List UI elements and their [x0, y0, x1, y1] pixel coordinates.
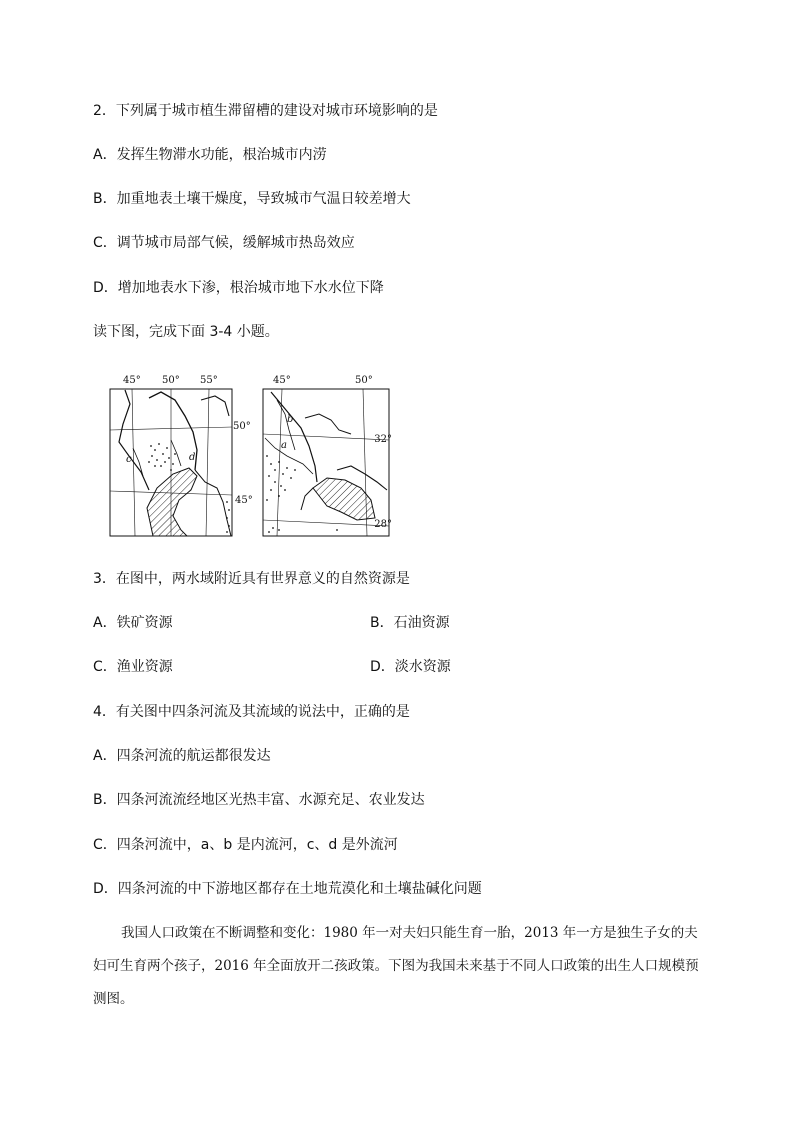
left-lon-2: 50°	[162, 375, 180, 386]
q4-option-c: C．四条河流中，a、b 是内流河，c、d 是外流河	[93, 837, 398, 853]
q3-option-b: B．石油资源	[370, 615, 450, 631]
q3-option-a: A．铁矿资源	[93, 615, 173, 631]
left-lon-3: 55°	[200, 375, 218, 386]
q3-option-d: D．淡水资源	[370, 659, 451, 675]
left-letter-d: d	[189, 452, 196, 463]
map-instruction: 读下图，完成下面 3-4 小题。	[93, 324, 279, 340]
q2-option-a: A．发挥生物滞水功能，根治城市内涝	[93, 147, 327, 163]
q2-option-b: B．加重地表土壤干燥度，导致城市气温日较差增大	[93, 191, 411, 207]
q3-stem: 3．在图中，两水域附近具有世界意义的自然资源是	[93, 571, 410, 587]
left-lat-1: 50°	[233, 421, 251, 432]
map-left	[110, 375, 253, 536]
q2-stem: 2．下列属于城市植生滞留槽的建设对城市环境影响的是	[93, 103, 438, 119]
q3-option-c: C．渔业资源	[93, 659, 173, 675]
q4-option-a: A．四条河流的航运都很发达	[93, 748, 271, 764]
q2-option-c: C．调节城市局部气候，缓解城市热岛效应	[93, 235, 355, 251]
left-lon-1: 45°	[123, 375, 141, 386]
q4-stem: 4．有关图中四条河流及其流域的说法中，正确的是	[93, 704, 410, 720]
right-lat-1: 32°	[374, 434, 392, 445]
q4-option-b: B．四条河流流经地区光热丰富、水源充足、农业发达	[93, 792, 425, 808]
q2-option-d: D．增加地表水下渗，根治城市地下水水位下降	[93, 280, 384, 296]
right-letter-b: b	[287, 414, 294, 425]
left-letter-c: c	[126, 454, 132, 465]
map-figure	[105, 370, 395, 540]
right-lon-1: 45°	[273, 375, 291, 386]
right-lat-2: 28°	[374, 519, 392, 530]
right-lon-2: 50°	[355, 375, 373, 386]
left-lat-2: 45°	[235, 495, 253, 506]
right-letter-a: a	[281, 440, 287, 451]
map-right	[263, 375, 392, 536]
population-policy-passage: 我国人口政策在不断调整和变化：1980 年一对夫妇只能生育一胎，2013 年一方是独生子女的夫妇可生育两个孩子，2016 年全面放开二孩政策。下图为我国未来基于不同人口政策的出生人口规模预测图。	[93, 925, 699, 1007]
q4-option-d: D．四条河流的中下游地区都存在土地荒漠化和土壤盐碱化问题	[93, 881, 482, 897]
